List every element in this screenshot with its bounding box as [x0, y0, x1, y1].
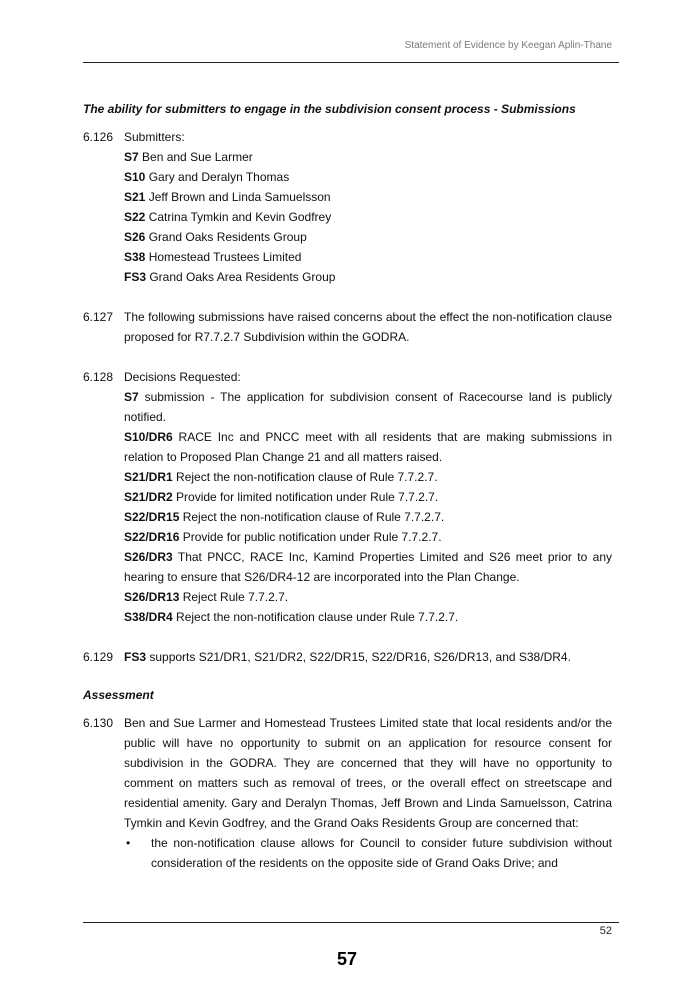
paragraph-number: 6.130 — [83, 716, 114, 730]
decision-line — [124, 547, 612, 587]
assessment-heading: Assessment — [83, 688, 154, 702]
decision-code: S21/DR1 — [124, 470, 173, 484]
submitter-line — [124, 147, 612, 167]
submitter-code: FS3 — [124, 270, 147, 284]
running-header: Statement of Evidence by Keegan Aplin-Thane — [404, 40, 612, 51]
paragraph-number: 6.126 — [83, 130, 114, 144]
decision-text: Reject Rule 7.7.2.7. — [179, 590, 289, 604]
decision-code: S38/DR4 — [124, 610, 173, 624]
decision-code: S26/DR3 — [124, 550, 173, 564]
paragraph-6-130 — [83, 713, 612, 873]
submitter-code: S22 — [124, 210, 146, 224]
paragraph-number: 6.127 — [83, 310, 114, 324]
decision-text: Reject the non-notification clause under Rule 7.7.2.7. — [172, 610, 459, 624]
decision-code: S22/DR16 — [124, 530, 180, 544]
bullet-item — [124, 833, 612, 873]
decision-text: Reject the non-notification clause of Rule 7.7.2.7. — [172, 470, 438, 484]
submitter-code: S26 — [124, 230, 146, 244]
paragraph-number: 6.129 — [83, 650, 114, 664]
submitter-code: FS3 — [124, 650, 147, 664]
decision-text: That PNCC, RACE Inc, Kamind Properties Limited and S26 meet prior to any hearing to ensure that S26/DR4-12 are incorporated into the Plan Change. — [124, 550, 612, 584]
submitter-line — [124, 187, 612, 207]
decision-code: S21/DR2 — [124, 490, 173, 504]
submitter-code: S10 — [124, 170, 146, 184]
decision-text: Reject the non-notification clause of Rule 7.7.2.7. — [179, 510, 445, 524]
submitter-line — [124, 207, 612, 227]
submitter-line — [124, 247, 612, 267]
paragraph-6-126 — [83, 127, 612, 287]
paragraph-body — [124, 307, 612, 347]
submitter-name: Grand Oaks Residents Group — [145, 230, 307, 244]
paragraph-text — [124, 647, 612, 667]
decision-code: S10/DR6 — [124, 430, 173, 444]
paragraph-body — [124, 713, 612, 873]
paragraph-text: The following submissions have raised concerns about the effect the non-notification clause proposed for R7.7.2.7 Subdivision within the GODRA. — [124, 310, 612, 344]
submitter-code: S21 — [124, 190, 146, 204]
submitter-name: Gary and Deralyn Thomas — [145, 170, 290, 184]
decision-text: RACE Inc and PNCC meet with all residents that are making submissions in relation to Proposed Plan Change 21 and all matters raised. — [124, 430, 612, 464]
bullet-text: the non-notification clause allows for Council to consider future subdivision without consideration of the residents on the opposite side of Grand Oaks Drive; and — [151, 836, 612, 870]
document-body — [83, 99, 612, 893]
support-text: supports S21/DR1, S21/DR2, S22/DR15, S22/DR16, S26/DR13, and S38/DR4. — [146, 650, 571, 664]
paragraph-intro: Decisions Requested: — [124, 370, 241, 384]
decision-line — [124, 427, 612, 467]
decision-line — [124, 607, 612, 627]
submitter-code: S38 — [124, 250, 146, 264]
decision-code: S7 — [124, 390, 139, 404]
submitter-code: S7 — [124, 150, 139, 164]
paragraph-6-129 — [83, 647, 612, 667]
decision-line — [124, 467, 612, 487]
paragraph-number: 6.128 — [83, 370, 114, 384]
decision-line — [124, 507, 612, 527]
decision-code: S26/DR13 — [124, 590, 180, 604]
decision-text: submission - The application for subdivision consent of Racecourse land is publicly notified. — [124, 390, 612, 424]
decision-text: Provide for limited notification under Rule 7.7.2.7. — [172, 490, 439, 504]
submitter-line — [124, 267, 612, 287]
submitter-name: Jeff Brown and Linda Samuelsson — [145, 190, 331, 204]
paragraph-body — [124, 127, 612, 287]
header-rule — [83, 62, 619, 63]
paragraph-intro: Submitters: — [124, 130, 185, 144]
page-number: 52 — [599, 925, 612, 937]
submitter-line — [124, 167, 612, 187]
paragraph-6-127 — [83, 307, 612, 347]
submitter-name: Grand Oaks Area Residents Group — [146, 270, 336, 284]
submitter-name: Homestead Trustees Limited — [145, 250, 302, 264]
footer-rule — [83, 922, 619, 923]
paragraph-6-128 — [83, 367, 612, 627]
bullet-marker: • — [126, 836, 131, 850]
paragraph-text: Ben and Sue Larmer and Homestead Trustees Limited state that local residents and/or the public will have no opportunity to submit on an application for resource consent for subdivision in the GODRA. They are concerned that they will have no opportunity to comment on matters such as removal of trees, or the overall effect on streetscape and residential amenity. Gary and Deralyn Thomas, Jeff Brown and Linda Samuelsson, Catrina Tymkin and Kevin Godfrey, and the Grand Oaks Residents Group are concerned that: — [124, 716, 612, 830]
decision-code: S22/DR15 — [124, 510, 180, 524]
section-heading: The ability for submitters to engage in the subdivision consent process - Submissions — [83, 102, 576, 116]
paragraph-body — [124, 367, 612, 627]
decision-line — [124, 527, 612, 547]
bundle-page-number: 57 — [336, 949, 358, 969]
decision-text: Provide for public notification under Rule 7.7.2.7. — [179, 530, 442, 544]
submitter-line — [124, 227, 612, 247]
paragraph-body — [124, 647, 612, 667]
decision-line — [124, 387, 612, 427]
decision-line — [124, 587, 612, 607]
decision-line — [124, 487, 612, 507]
submitter-name: Catrina Tymkin and Kevin Godfrey — [145, 210, 332, 224]
submitter-name: Ben and Sue Larmer — [138, 150, 253, 164]
